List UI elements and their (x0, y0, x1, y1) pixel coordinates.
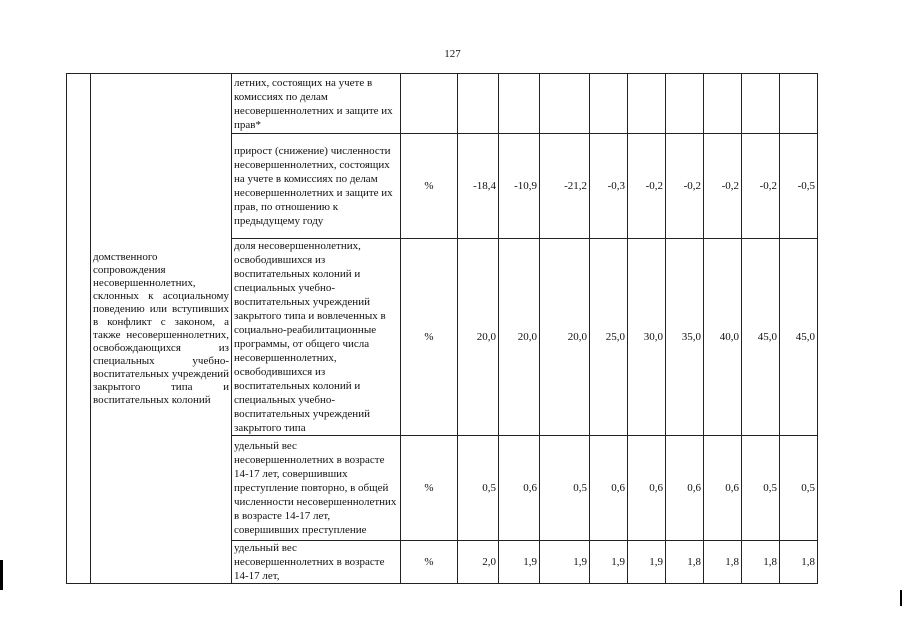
value-cell (499, 74, 540, 134)
value-cell: 0,6 (704, 436, 742, 541)
indicator-cell: доля несовершеннолетних, освободившихся из воспитательных колоний и специальных учебно-воспитательных учреждений закрытого типа и вовлеченных в социально-реабилитационные программы, от общего числа несовершеннолетних, освободившихся из воспитательных колоний и специальных учебно-воспитательных учреждений закрытого типа (232, 239, 401, 436)
goal-cell: домственного сопровождения несовершеннолетних, склонных к асоциальному поведению или вступивших в конфликт с законом, а также несовершеннолетних, освобождающихся из специальных учебно-воспитательных учреждений закрытого типа и воспитательных колоний (91, 74, 232, 584)
value-cell (780, 74, 818, 134)
value-cell: 1,8 (742, 541, 780, 584)
value-cell (628, 74, 666, 134)
page-number: 127 (444, 48, 461, 60)
value-cell: 1,9 (540, 541, 590, 584)
value-cell: -0,3 (590, 134, 628, 239)
indicator-cell: летних, состоящих на учете в комиссиях по делам несовершеннолетних и защите их прав* (232, 74, 401, 134)
scan-edge-mark (900, 590, 902, 606)
value-cell (704, 74, 742, 134)
value-cell (458, 74, 499, 134)
value-cell: 20,0 (540, 239, 590, 436)
value-cell: -0,2 (704, 134, 742, 239)
value-cell: -18,4 (458, 134, 499, 239)
value-cell (742, 74, 780, 134)
value-cell: 45,0 (742, 239, 780, 436)
value-cell: 0,6 (499, 436, 540, 541)
value-cell (590, 74, 628, 134)
unit-cell (401, 74, 458, 134)
indicator-cell: удельный вес несовершеннолетних в возрасте 14-17 лет, (232, 541, 401, 584)
unit-cell: % (401, 436, 458, 541)
unit-cell: % (401, 239, 458, 436)
value-cell (540, 74, 590, 134)
value-cell: -0,2 (628, 134, 666, 239)
value-cell: -0,5 (780, 134, 818, 239)
value-cell: 45,0 (780, 239, 818, 436)
value-cell: 0,5 (540, 436, 590, 541)
value-cell: 40,0 (704, 239, 742, 436)
value-cell: 25,0 (590, 239, 628, 436)
scan-edge-mark (0, 560, 3, 590)
value-cell: -10,9 (499, 134, 540, 239)
value-cell: 1,8 (780, 541, 818, 584)
value-cell: 35,0 (666, 239, 704, 436)
value-cell: 0,5 (780, 436, 818, 541)
value-cell: 1,9 (590, 541, 628, 584)
indicator-cell: прирост (снижение) численности несовершеннолетних, состоящих на учете в комиссиях по делам несовершеннолетних и защите их прав, по отношению к предыдущему году (232, 134, 401, 239)
value-cell: 0,5 (458, 436, 499, 541)
value-cell: 1,9 (499, 541, 540, 584)
value-cell: 30,0 (628, 239, 666, 436)
indicators-table (66, 73, 818, 584)
unit-cell: % (401, 541, 458, 584)
value-cell: -0,2 (742, 134, 780, 239)
value-cell: 20,0 (458, 239, 499, 436)
value-cell: 0,6 (628, 436, 666, 541)
value-cell (666, 74, 704, 134)
value-cell: 1,8 (704, 541, 742, 584)
value-cell: 0,5 (742, 436, 780, 541)
empty-number-cell (67, 74, 91, 584)
value-cell: 0,6 (590, 436, 628, 541)
value-cell: 0,6 (666, 436, 704, 541)
value-cell: 1,8 (666, 541, 704, 584)
table-row (67, 74, 818, 134)
value-cell: -0,2 (666, 134, 704, 239)
value-cell: 1,9 (628, 541, 666, 584)
indicator-cell: удельный вес несовершеннолетних в возрасте 14-17 лет, совершивших преступление повторно, в общей численности несовершеннолетних в возрасте 14-17 лет, совершивших преступление (232, 436, 401, 541)
value-cell: -21,2 (540, 134, 590, 239)
unit-cell: % (401, 134, 458, 239)
value-cell: 20,0 (499, 239, 540, 436)
value-cell: 2,0 (458, 541, 499, 584)
